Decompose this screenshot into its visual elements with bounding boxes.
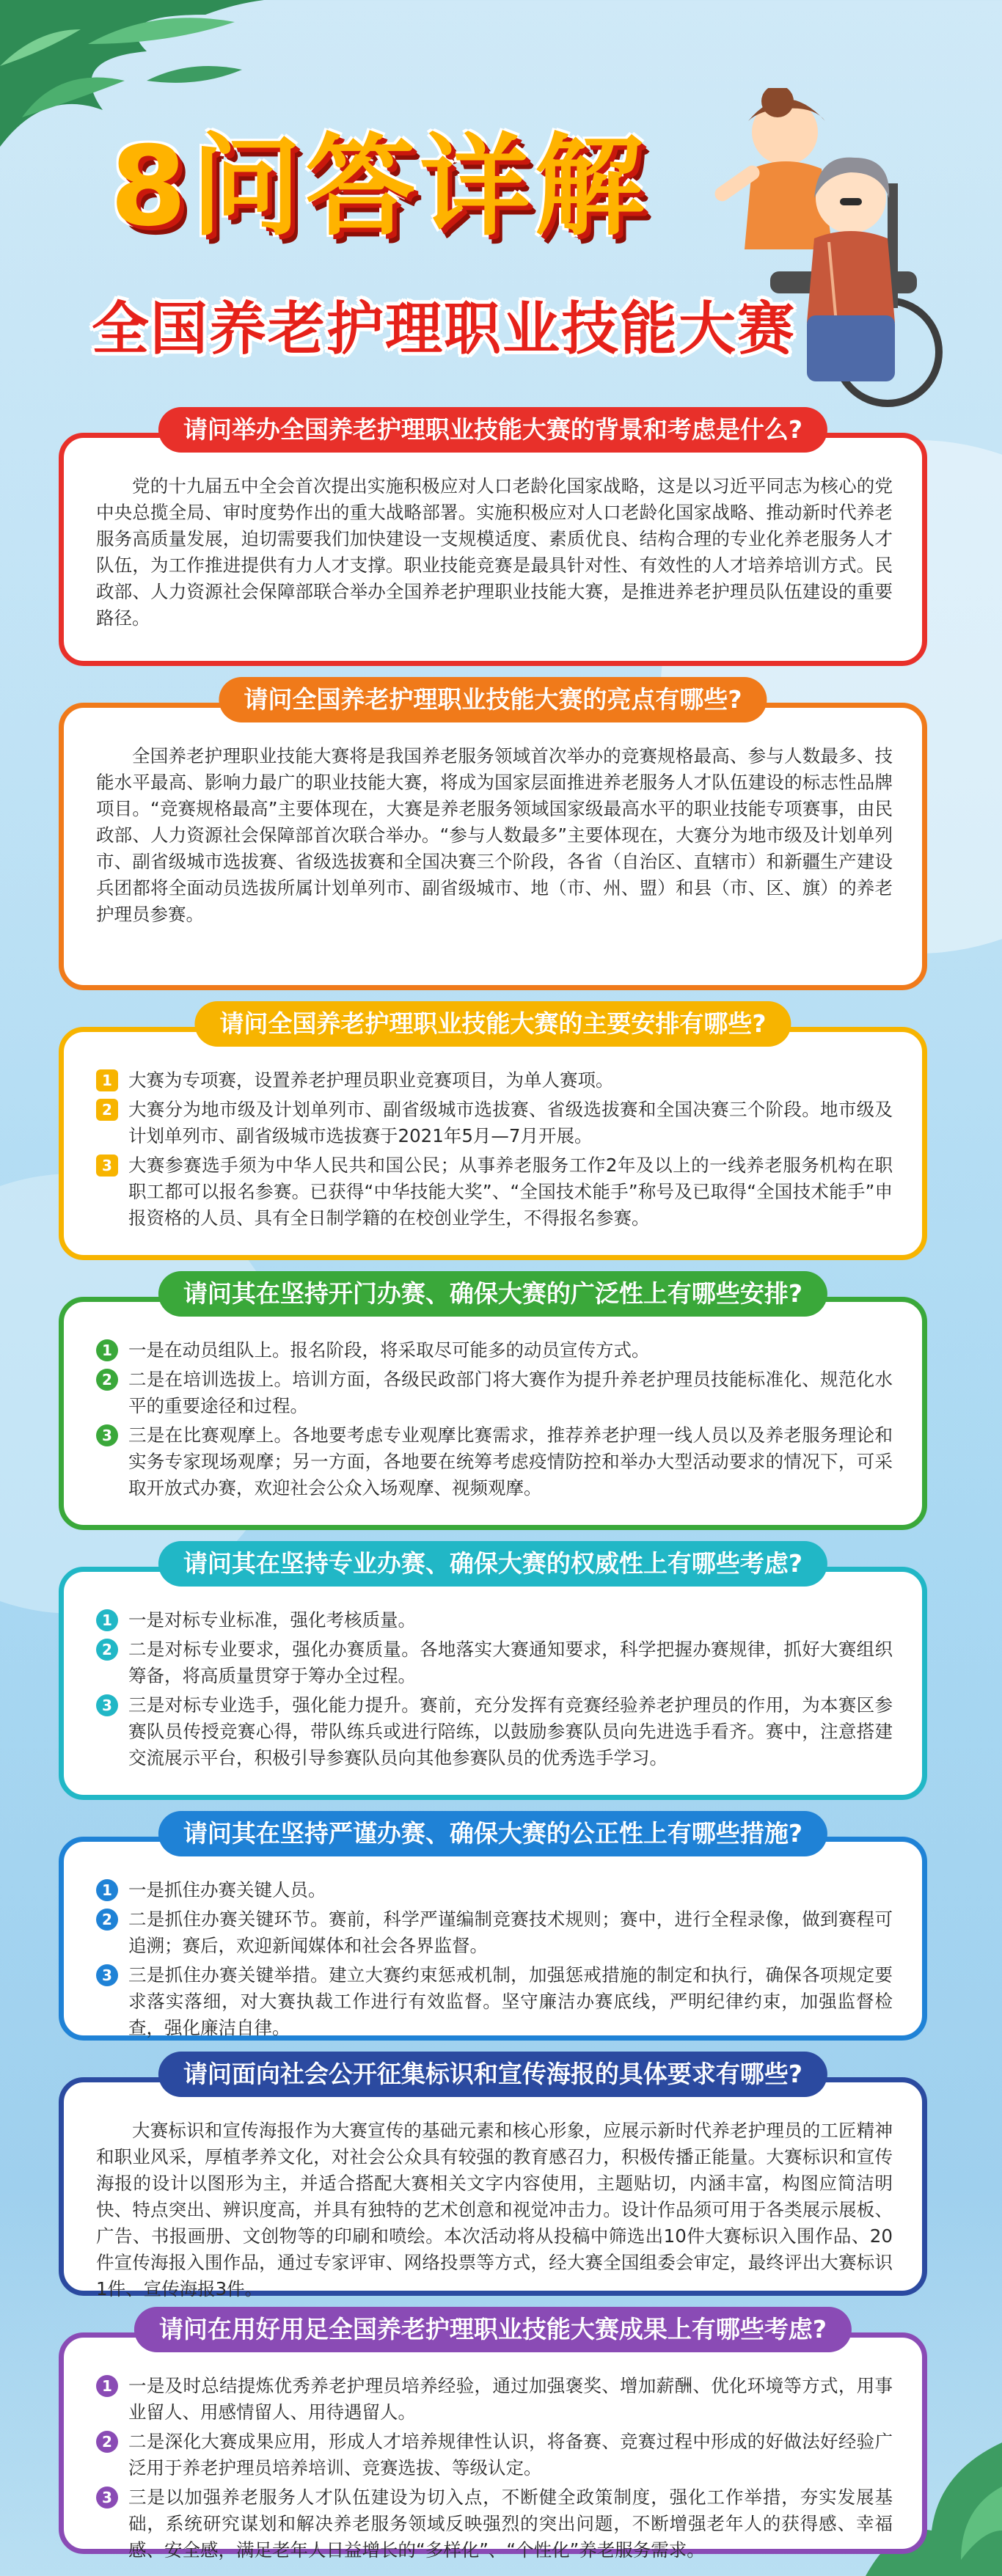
answer-paragraph: 大赛标识和宣传海报作为大赛宣传的基础元素和核心形象，应展示新时代养老护理员的工匠精神和职业风采，厚植孝养文化，对社会公众具有较强的教育感召力，积极传播正能量。大赛标识和宣传海报的设计以图形为主，并适合搭配大赛相关文字内容使用，主题贴切，内涵丰富，构图应简洁明快、特点突出、辨识度高，并具有独特的艺术创意和视觉冲击力。设计作品须可用于各类展示展板、广告、书报画册、文创物等的印刷和喷绘。本次活动将从投稿中筛选出10件大赛标识入围作品、20件宣传海报入围作品，通过专家评审、网络投票等方式，经大赛全国组委会审定，最终评出大赛标识1件、宣传海报3件。	[96, 2120, 893, 2299]
answer-body	[96, 1877, 893, 2044]
question-heading: 请问举办全国养老护理职业技能大赛的背景和考虑是什么?	[158, 407, 827, 453]
answer-body	[96, 2118, 893, 2302]
qa-card-results	[59, 2315, 927, 2561]
list-item	[96, 1366, 893, 1419]
list-item	[96, 1962, 893, 2041]
list-item	[96, 1692, 893, 1771]
page-subtitle: 全国养老护理职业技能大赛	[92, 296, 797, 362]
question-heading: 请问在用好用足全国养老护理职业技能大赛成果上有哪些考虑?	[134, 2307, 852, 2352]
number-badge: 3	[96, 1964, 118, 1986]
number-badge: 2	[96, 1369, 118, 1391]
number-badge: 3	[96, 2487, 118, 2509]
answer-body	[96, 473, 893, 632]
question-heading: 请问其在坚持严谨办赛、确保大赛的公正性上有哪些措施?	[158, 1811, 827, 1856]
question-heading: 请问其在坚持专业办赛、确保大赛的权威性上有哪些考虑?	[158, 1541, 827, 1587]
list-item	[96, 1422, 893, 1501]
list-item	[96, 1636, 893, 1689]
number-badge: 2	[96, 1639, 118, 1661]
list-item-text: 一是及时总结提炼优秀养老护理员培养经验，通过加强褒奖、增加薪酬、优化环境等方式，用事业留人、用感情留人、用待遇留人。	[128, 2375, 893, 2423]
question-heading: 请问全国养老护理职业技能大赛的主要安排有哪些?	[194, 1001, 791, 1047]
list-item-text: 二是对标专业要求，强化办赛质量。各地落实大赛通知要求，科学把握办赛规律，抓好大赛组织筹备，将高质量贯穿于筹办全过程。	[128, 1639, 893, 1686]
qa-card-highlights	[59, 685, 927, 990]
list-item-text: 三是以加强养老服务人才队伍建设为切入点，不断健全政策制度，强化工作举措，夯实发展基础，系统研究谋划和解决养老服务领域反映强烈的突出问题，不断增强老年人的获得感、幸福感、安全感，满足老年人日益增长的“多样化”、“个性化”养老服务需求。	[128, 2487, 893, 2561]
number-badge: 3	[96, 1694, 118, 1716]
header	[0, 0, 1002, 411]
list-item	[96, 1097, 893, 1149]
answer-body	[96, 1067, 893, 1234]
list-item-text: 一是对标专业标准，强化考核质量。	[128, 1609, 416, 1631]
list-item-text: 三是在比赛观摩上。各地要考虑专业观摩比赛需求，推荐养老护理一线人员以及养老服务理论和实务专家现场观摩；另一方面，各地要在统筹考虑疫情防控和举办大型活动要求的情况下，可采取开放式办赛，欢迎社会公众入场观摩、视频观摩。	[128, 1424, 893, 1499]
qa-card-open-competition	[59, 1279, 927, 1530]
number-badge: 1	[96, 1069, 118, 1091]
list-item-text: 三是对标专业选手，强化能力提升。赛前，充分发挥有竞赛经验养老护理员的作用，为本赛区参赛队员传授竞赛心得，带队练兵或进行陪练，以鼓励参赛队员向先进选手看齐。赛中，注意搭建交流展示平台，积极引导参赛队员向其他参赛队员的优秀选手学习。	[128, 1694, 893, 1768]
question-heading: 请问全国养老护理职业技能大赛的亮点有哪些?	[219, 677, 767, 722]
question-heading: 请问面向社会公开征集标识和宣传海报的具体要求有哪些?	[158, 2052, 827, 2097]
number-badge: 1	[96, 2375, 118, 2397]
number-badge: 3	[96, 1424, 118, 1446]
qa-card-fairness	[59, 1819, 927, 2041]
number-badge: 1	[96, 1339, 118, 1361]
qa-card-professional	[59, 1549, 927, 1800]
list-item	[96, 1607, 893, 1633]
list-item-text: 大赛分为地市级及计划单列市、副省级城市选拔赛、省级选拔赛和全国决赛三个阶段。地市级及计划单列市、副省级城市选拔赛于2021年5月—7月开展。	[128, 1099, 893, 1146]
list-item	[96, 1337, 893, 1364]
answer-paragraph: 党的十九届五中全会首次提出实施积极应对人口老龄化国家战略，这是以习近平同志为核心的党中央总揽全局、审时度势作出的重大战略部署。实施积极应对人口老龄化国家战略、推动新时代养老服务高质量发展，迫切需要我们加快建设一支规模适度、素质优良、结构合理的专业化养老服务人才队伍，为工作推进提供有力人才支撑。职业技能竞赛是最具针对性、有效性的人才培养培训方式。民政部、人力资源社会保障部联合举办全国养老护理职业技能大赛，是推进养老护理员队伍建设的重要路径。	[96, 475, 893, 629]
list-item-text: 二是抓住办赛关键环节。赛前，科学严谨编制竞赛技术规则；赛中，进行全程录像，做到赛程可追溯；赛后，欢迎新闻媒体和社会各界监督。	[128, 1909, 893, 1956]
question-heading: 请问其在坚持开门办赛、确保大赛的广泛性上有哪些安排?	[158, 1271, 827, 1317]
list-item-text: 一是抓住办赛关键人员。	[128, 1879, 326, 1900]
list-item	[96, 2429, 893, 2481]
list-item-text: 大赛参赛选手须为中华人民共和国公民；从事养老服务工作2年及以上的一线养老服务机构在职职工都可以报名参赛。已获得“中华技能大奖”、“全国技术能手”称号及已取得“全国技术能手”申报资格的人员、具有全日制学籍的在校创业学生，不得报名参赛。	[128, 1155, 893, 1229]
caregiver-elder-illustration-icon	[704, 88, 954, 411]
list-item-text: 二是深化大赛成果应用，形成人才培养规律性认识，将备赛、竞赛过程中形成的好做法好经验广泛用于养老护理员培养培训、竞赛选拔、等级认定。	[128, 2431, 893, 2478]
answer-body	[96, 1337, 893, 1504]
qa-card-arrangements	[59, 1009, 927, 1260]
list-item-text: 大赛为专项赛，设置养老护理员职业竞赛项目，为单人赛项。	[128, 1069, 614, 1091]
number-badge: 2	[96, 1099, 118, 1121]
list-item	[96, 2373, 893, 2426]
number-badge: 2	[96, 1909, 118, 1931]
list-item	[96, 1906, 893, 1959]
list-item	[96, 1877, 893, 1903]
list-item	[96, 1152, 893, 1232]
qa-card-logo-poster	[59, 2060, 927, 2299]
answer-body	[96, 743, 893, 928]
answer-paragraph: 全国养老护理职业技能大赛将是我国养老服务领域首次举办的竞赛规格最高、参与人数最多、技能水平最高、影响力最广的职业技能大赛，将成为国家层面推进养老服务人才队伍建设的标志性品牌项目。“竞赛规格最高”主要体现在，大赛是养老服务领域国家级最高水平的职业技能专项赛事，由民政部、人力资源社会保障部首次联合举办。“参与人数最多”主要体现在，大赛分为地市级及计划单列市、副省级城市选拔赛、省级选拔赛和全国决赛三个阶段，各省（自治区、直辖市）和新疆生产建设兵团都将全面动员选拔所属计划单列市、副省级城市、地（市、州、盟）和县（市、区、旗）的养老护理员参赛。	[96, 745, 893, 925]
answer-body	[96, 1607, 893, 1774]
number-badge: 2	[96, 2431, 118, 2453]
qa-card-background	[59, 415, 927, 666]
number-badge: 3	[96, 1155, 118, 1177]
list-item	[96, 2484, 893, 2564]
list-item-text: 一是在动员组队上。报名阶段，将采取尽可能多的动员宣传方式。	[128, 1339, 650, 1361]
number-badge: 1	[96, 1879, 118, 1901]
page-title: 8问答详解	[110, 123, 649, 251]
list-item-text: 三是抓住办赛关键举措。建立大赛约束惩戒机制，加强惩戒措施的制定和执行，确保各项规定要求落实落细，对大赛执裁工作进行有效监督。坚守廉洁办赛底线，严明纪律约束，加强监督检查，强化廉洁自律。	[128, 1964, 893, 2038]
number-badge: 1	[96, 1609, 118, 1631]
list-item	[96, 1067, 893, 1094]
list-item-text: 二是在培训选拔上。培训方面，各级民政部门将大赛作为提升养老护理员技能标准化、规范化水平的重要途径和过程。	[128, 1369, 893, 1416]
answer-body	[96, 2373, 893, 2566]
